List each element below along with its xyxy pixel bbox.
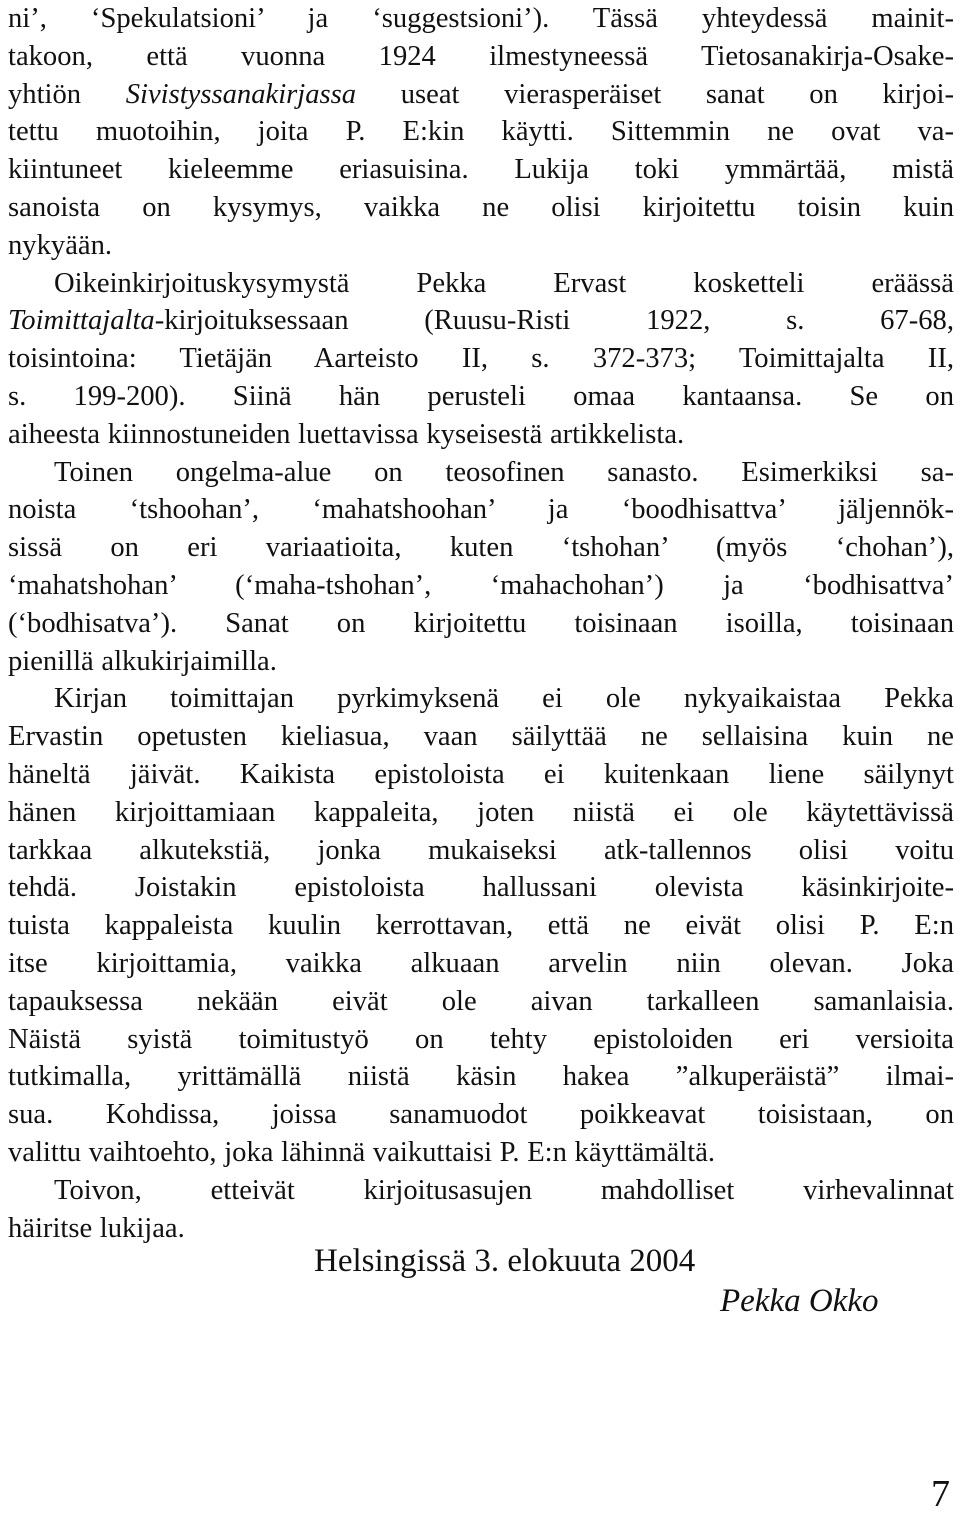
text-line: pienillä alkukirjaimilla. bbox=[8, 645, 277, 677]
text-line: Kirjan toimittajan pyrkimyksenä ei ole nykyaikaistaa Pekka bbox=[54, 683, 954, 715]
text-line: tuista kappaleista kuulin kerrottavan, että ne eivät olisi P. E:n bbox=[8, 910, 954, 942]
italic-title: Toimittajalta bbox=[8, 305, 155, 337]
text-line: tettu muotoihin, joita P. E:kin käytti. Sittemmin ne ovat va- bbox=[8, 116, 954, 148]
text-line: sanoista on kysymys, vaikka ne olisi kirjoitettu toisin kuin bbox=[8, 191, 954, 223]
text-line: aiheesta kiinnostuneiden luettavissa kyseisestä artikkelista. bbox=[8, 418, 685, 450]
text-line: Ervastin opetusten kieliasua, vaan säilyttää ne sellaisina kuin ne bbox=[8, 721, 954, 753]
text-line: sua. Kohdissa, joissa sanamuodot poikkeavat toisistaan, on bbox=[8, 1099, 954, 1131]
text-line: Toinen ongelma-alue on teosofinen sanasto. Esimerkiksi sa- bbox=[54, 456, 954, 488]
text-line: itse kirjoittamia, vaikka alkuaan arvelin niin olevan. Joka bbox=[8, 947, 954, 979]
text-line: s. 199-200). Siinä hän perusteli omaa kantaansa. Se on bbox=[8, 380, 954, 412]
text-line: Näistä syistä toimitustyö on tehty epistoloiden eri versioita bbox=[8, 1023, 954, 1055]
text-line: Toimittajalta-kirjoituksessaan (Ruusu-Risti 1922, s. 67-68, bbox=[8, 305, 954, 337]
paragraph-3 bbox=[8, 454, 954, 681]
text-line: tapauksessa nekään eivät ole aivan tarkalleen samanlaisia. bbox=[8, 985, 954, 1017]
text-line: (‘bodhisatva’). Sanat on kirjoitettu toisinaan isoilla, toisinaan bbox=[8, 607, 954, 639]
text-line: toisintoina: Tietäjän Aarteisto II, s. 372-373; Toimittajalta II, bbox=[8, 343, 954, 375]
paragraph-1 bbox=[8, 0, 954, 265]
text-line: takoon, että vuonna 1924 ilmestyneessä Tietosanakirja-Osake- bbox=[8, 40, 954, 72]
text-line: ‘mahatshohan’ (‘maha-tshohan’, ‘mahachohan’) ja ‘bodhisattva’ bbox=[8, 569, 954, 601]
text-line: tarkkaa alkutekstiä, jonka mukaiseksi atk-tallennos olisi voitu bbox=[8, 834, 954, 866]
text-line: häneltä jäivät. Kaikista epistoloista ei kuitenkaan liene säilynyt bbox=[8, 758, 954, 790]
italic-title: Sivistyssanakirjassa bbox=[125, 78, 357, 110]
place-and-date: Helsingissä 3. elokuuta 2004 bbox=[314, 1243, 696, 1279]
paragraph-5 bbox=[8, 1172, 954, 1248]
text-line: kiintuneet kieleemme eriasuisina. Lukija toki ymmärtää, mistä bbox=[8, 154, 954, 186]
text-line: valittu vaihtoehto, joka lähinnä vaikuttaisi P. E:n käyttämältä. bbox=[8, 1136, 716, 1168]
text-line: hänen kirjoittamiaan kappaleita, joten niistä ei ole käytettävissä bbox=[8, 796, 954, 828]
text-line: noista ‘tshoohan’, ‘mahatshoohan’ ja ‘boodhisattva’ jäljennök- bbox=[8, 494, 954, 526]
text-line: sissä on eri variaatioita, kuten ‘tshohan’ (myös ‘chohan’), bbox=[8, 532, 954, 564]
text-line: tutkimalla, yrittämällä niistä käsin hakea ”alkuperäistä” ilmai- bbox=[8, 1061, 954, 1093]
text-line: ni’, ‘Spekulatsioni’ ja ‘suggestsioni’). Tässä yhteydessä mainit- bbox=[8, 3, 954, 34]
paragraph-4 bbox=[8, 680, 954, 1171]
text-line: häiritse lukijaa. bbox=[8, 1212, 185, 1244]
author-signature: Pekka Okko bbox=[720, 1283, 879, 1319]
text-line: Oikeinkirjoituskysymystä Pekka Ervast kosketteli eräässä bbox=[54, 267, 954, 299]
text-line: nykyään. bbox=[8, 229, 113, 261]
text-line: Toivon, etteivät kirjoitusasujen mahdolliset virhevalinnat bbox=[54, 1174, 954, 1206]
text-line: yhtiön Sivistyssanakirjassa useat vierasperäiset sanat on kirjoi- bbox=[8, 78, 954, 110]
text-line: tehdä. Joistakin epistoloista hallussani olevista käsinkirjoite- bbox=[8, 872, 954, 904]
document-body bbox=[8, 0, 954, 1247]
paragraph-2 bbox=[8, 265, 954, 454]
page-number: 7 bbox=[931, 1473, 950, 1515]
